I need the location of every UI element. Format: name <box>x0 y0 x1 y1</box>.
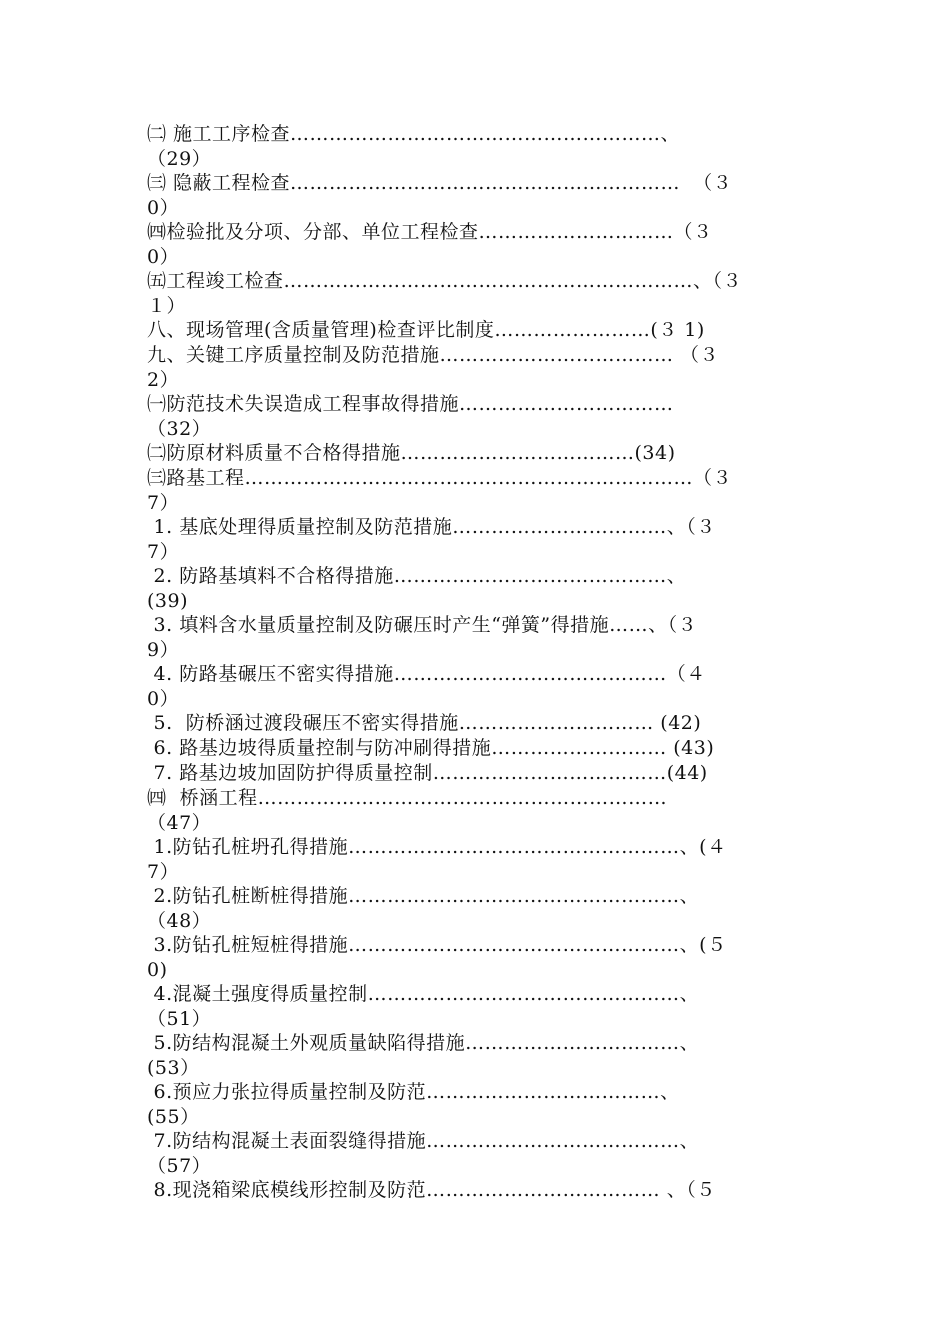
toc-entry: 1.防钻孔桩坍孔得措施……………………………………………、(４ <box>147 836 727 858</box>
toc-page-number: （29） <box>147 148 212 170</box>
toc-entry: 7.防结构混凝土表面裂缝得措施…………………………………、 <box>147 1130 700 1152</box>
toc-entry: 1. 基底处理得质量控制及防范措施……………………………、（３ <box>147 516 716 538</box>
toc-entry: 3.防钻孔桩短桩得措施……………………………………………、(５ <box>147 934 727 956</box>
toc-entry: 6. 路基边坡得质量控制与防冲刷得措施……………………… (43) <box>147 737 715 759</box>
toc-page-number: （51） <box>147 1008 212 1030</box>
toc-entry: 7. 路基边坡加固防护得质量控制………………………………(44) <box>147 762 708 784</box>
toc-entry: 8.现浇箱梁底模线形控制及防范……………………………… 、（５ <box>147 1179 716 1201</box>
toc-entry: 5.防结构混凝土外观质量缺陷得措施……………………………、 <box>147 1032 700 1054</box>
toc-page-number: 7） <box>147 861 180 883</box>
toc-entry: ㈣检验批及分项、分部、单位工程检查…………………………（３ <box>147 221 713 243</box>
toc-page-number: 2） <box>147 369 180 391</box>
toc-page-number: 9） <box>147 639 180 661</box>
toc-entry: 八、现场管理(含质量管理)检查评比制度……………………(３ 1) <box>147 319 705 341</box>
toc-page-number: 7） <box>147 541 180 563</box>
toc-page-number: 0） <box>147 197 180 219</box>
toc-entry: 3. 填料含水量质量控制及防碾压时产生“弹簧”得措施……、（３ <box>147 614 698 636</box>
toc-page-number: １） <box>147 295 187 317</box>
toc-page-number: (53） <box>147 1057 200 1079</box>
toc-entry: 九、关键工序质量控制及防范措施……………………………… （３ <box>147 344 720 366</box>
toc-page-number: （48） <box>147 910 212 932</box>
toc-entry: 5. 防桥涵过渡段碾压不密实得措施………………………… (42) <box>147 712 702 734</box>
toc-page-number: 0） <box>147 246 180 268</box>
toc-entry: ㈢路基工程……………………………………………………………（３ <box>147 467 733 489</box>
toc-page-number: (39) <box>147 590 189 612</box>
toc-page-number: （32） <box>147 418 212 440</box>
toc-page-number: 7） <box>147 492 180 514</box>
table-of-contents <box>147 122 807 1203</box>
toc-entry: 4.混凝土强度得质量控制…………………………………………、 <box>147 983 700 1005</box>
toc-entry: ㈡ 施工工序检查…………………………………………………、 <box>147 123 681 145</box>
toc-entry: ㈡防原材料质量不合格得措施………………………………(34) <box>147 442 676 464</box>
toc-page-number: (55） <box>147 1106 200 1128</box>
toc-page-number: （47） <box>147 812 212 834</box>
toc-entry: 2.防钻孔桩断桩得措施……………………………………………、 <box>147 885 700 907</box>
toc-entry: ㈤工程竣工检查………………………………………………………、（３ <box>147 270 743 292</box>
toc-entry: ㈠防范技术失误造成工程事故得措施…………………………… <box>147 393 674 415</box>
toc-entry: 2. 防路基填料不合格得措施……………………………………、 <box>147 565 687 587</box>
toc-entry: ㈣ 桥涵工程……………………………………………………… <box>147 787 668 809</box>
toc-entry: 4. 防路基碾压不密实得措施……………………………………（４ <box>147 663 706 685</box>
toc-page-number: 0) <box>147 959 168 981</box>
toc-entry: 6.预应力张拉得质量控制及防范………………………………、 <box>147 1081 680 1103</box>
toc-page-number: 0） <box>147 688 180 710</box>
toc-page-number: （57） <box>147 1155 212 1177</box>
toc-entry: ㈢ 隐蔽工程检查…………………………………………………… （３ <box>147 172 733 194</box>
